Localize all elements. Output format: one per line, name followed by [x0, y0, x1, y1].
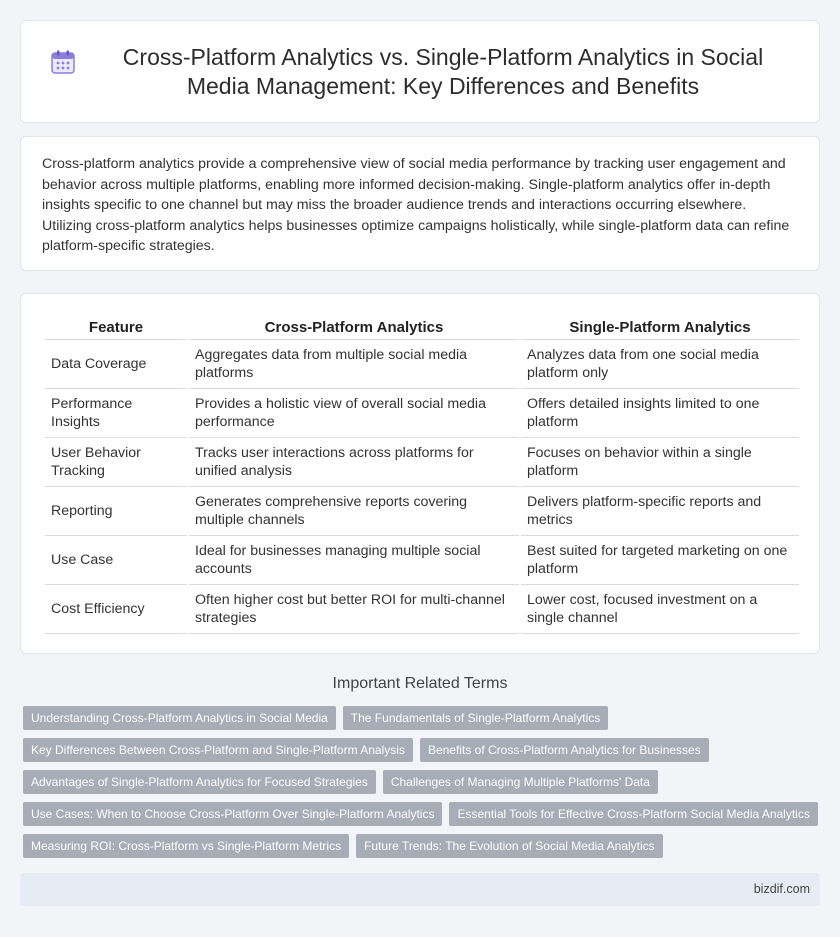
- table-row: [45, 438, 799, 487]
- related-terms-list: [23, 706, 823, 866]
- related-term-tag[interactable]: Advantages of Single-Platform Analytics for Focused Strategies: [23, 770, 376, 794]
- table-cell-single-platform: Lower cost, focused investment on a single channel: [521, 585, 799, 634]
- calendar-icon: [50, 49, 76, 75]
- table-cell-cross-platform: Generates comprehensive reports covering multiple channels: [189, 487, 519, 536]
- table-cell-single-platform: Analyzes data from one social media platform only: [521, 340, 799, 389]
- related-term-tag[interactable]: Measuring ROI: Cross-Platform vs Single-Platform Metrics: [23, 834, 349, 858]
- intro-paragraph: Cross-platform analytics provide a comprehensive view of social media performance by tracking user engagement and behavior across multiple platforms, enabling more informed decision-making. Single-platform analytics offer in-depth insights specific to one channel but may miss the broader audience trends and interactions occurring elsewhere. Utilizing cross-platform analytics helps businesses optimize campaigns holistically, while single-platform data can refine platform-specific strategies.: [42, 156, 790, 254]
- tag-row: [23, 802, 823, 826]
- related-term-tag[interactable]: Challenges of Managing Multiple Platforms' Data: [383, 770, 658, 794]
- table-cell-cross-platform: Ideal for businesses managing multiple social accounts: [189, 536, 519, 585]
- related-term-tag[interactable]: Benefits of Cross-Platform Analytics for Businesses: [420, 738, 709, 762]
- table-cell-single-platform: Delivers platform-specific reports and metrics: [521, 487, 799, 536]
- table-cell-cross-platform: Often higher cost but better ROI for multi-channel strategies: [189, 585, 519, 634]
- table-row: [45, 585, 799, 634]
- intro-card: [20, 136, 820, 271]
- related-terms-heading: Important Related Terms: [332, 675, 508, 692]
- table-cell-cross-platform: Aggregates data from multiple social media platforms: [189, 340, 519, 389]
- table-cell-feature: Cost Efficiency: [45, 585, 187, 634]
- column-header-cross-platform: Cross-Platform Analytics: [189, 310, 519, 340]
- table-header-row: [45, 310, 799, 340]
- table-row: [45, 389, 799, 438]
- related-term-tag[interactable]: Essential Tools for Effective Cross-Platform Social Media Analytics: [449, 802, 817, 826]
- table-cell-single-platform: Offers detailed insights limited to one platform: [521, 389, 799, 438]
- column-header-feature: Feature: [45, 310, 187, 340]
- table-row: [45, 340, 799, 389]
- table-row: [45, 536, 799, 585]
- table-cell-cross-platform: Provides a holistic view of overall social media performance: [189, 389, 519, 438]
- tag-row: [23, 738, 823, 762]
- footer-bar: [20, 873, 820, 906]
- header-card: [20, 20, 820, 123]
- tag-row: [23, 706, 823, 730]
- table-row: [45, 487, 799, 536]
- footer-site-link[interactable]: bizdif.com: [753, 882, 810, 896]
- table-cell-feature: Data Coverage: [45, 340, 187, 389]
- table-cell-feature: Performance Insights: [45, 389, 187, 438]
- column-header-single-platform: Single-Platform Analytics: [521, 310, 799, 340]
- related-term-tag[interactable]: Future Trends: The Evolution of Social Media Analytics: [356, 834, 663, 858]
- related-term-tag[interactable]: Use Cases: When to Choose Cross-Platform Over Single-Platform Analytics: [23, 802, 442, 826]
- related-term-tag[interactable]: Key Differences Between Cross-Platform and Single-Platform Analysis: [23, 738, 413, 762]
- table-cell-feature: Use Case: [45, 536, 187, 585]
- header-inner: [50, 43, 790, 101]
- related-term-tag[interactable]: The Fundamentals of Single-Platform Analytics: [343, 706, 608, 730]
- table-cell-feature: Reporting: [45, 487, 187, 536]
- tag-row: [23, 834, 823, 858]
- table-cell-feature: User Behavior Tracking: [45, 438, 187, 487]
- page-title: Cross-Platform Analytics vs. Single-Platform Analytics in Social Media Management: Key Differences and Benefits: [122, 43, 764, 99]
- related-term-tag[interactable]: Understanding Cross-Platform Analytics in Social Media: [23, 706, 336, 730]
- tag-row: [23, 770, 823, 794]
- table-cell-single-platform: Best suited for targeted marketing on one platform: [521, 536, 799, 585]
- comparison-table: [43, 310, 801, 634]
- table-cell-cross-platform: Tracks user interactions across platforms for unified analysis: [189, 438, 519, 487]
- table-cell-single-platform: Focuses on behavior within a single platform: [521, 438, 799, 487]
- comparison-table-card: [20, 293, 820, 654]
